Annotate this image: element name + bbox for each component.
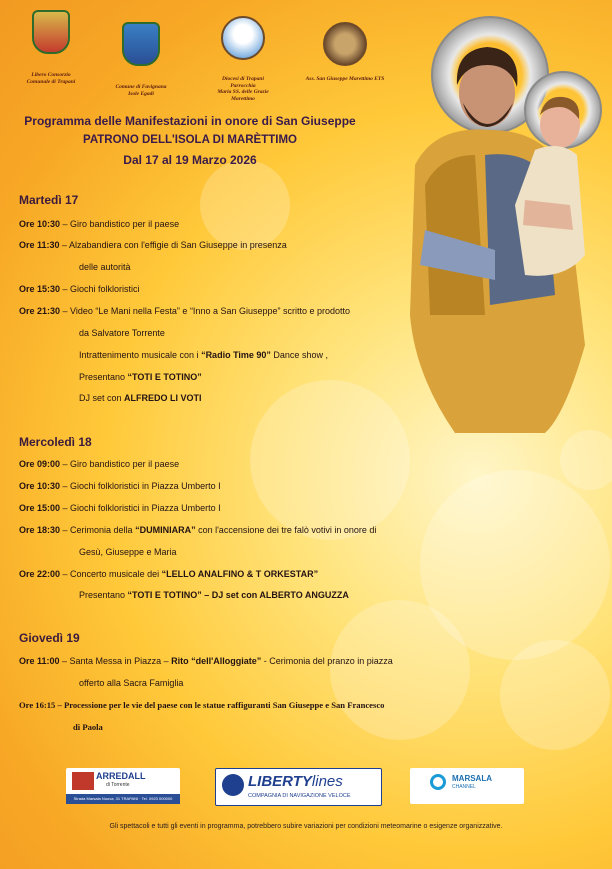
event-continuation <box>79 350 328 360</box>
bokeh-circle <box>200 160 290 250</box>
logo-caption: Maria SS. delle Grazie <box>217 89 269 96</box>
liberty-lines-logo-icon <box>222 774 244 796</box>
logo-libero-consorzio <box>16 10 86 85</box>
performer-name: “Radio Time 90” <box>201 350 271 360</box>
event-text: – Concerto musicale dei <box>60 569 162 579</box>
event-text: – Giochi folkloristici <box>60 284 140 294</box>
logo-comune-favignana <box>108 22 174 97</box>
sponsor-arredall <box>66 768 180 804</box>
event-continuation: delle autorità <box>79 262 131 272</box>
event-line <box>19 284 140 294</box>
event-text: con l'accensione dei tre falò votivi in onore di <box>195 525 377 535</box>
event-time: Ore 10:30 <box>19 219 61 229</box>
lines-word: lines <box>311 773 343 790</box>
marsala-channel-logo-icon <box>430 774 446 790</box>
date-range: Dal 17 al 19 Marzo 2026 <box>123 153 257 167</box>
event-line <box>19 656 393 666</box>
sponsor-name: ARREDALL <box>96 771 146 781</box>
event-time: Ore 10:30 <box>19 481 61 491</box>
event-text: – Alzabandiera con l'effigie di San Giuseppe in presenza <box>59 240 287 250</box>
rite-name: Rito “dell'Alloggiate” <box>171 656 262 666</box>
saint-portrait-icon <box>323 22 367 66</box>
day-heading: Mercoledì 18 <box>19 435 92 449</box>
logo-caption: Libero Consorzio <box>31 72 71 78</box>
logo-caption: Ass. San Giuseppe Marettimo ETS <box>305 76 385 82</box>
performer-name: “LELLO ANALFINO & T ORKESTAR” <box>161 569 319 579</box>
performer-name: ALFREDO LI VOTI <box>124 393 202 403</box>
logo-caption: Diocesi di Trapani <box>222 76 264 82</box>
event-continuation: di Paola <box>73 722 103 732</box>
sponsor-address: Strada Marsala Nuova, 31 TRAPANI · Tel. 0923 000000 <box>66 794 180 804</box>
church-icon <box>221 16 265 60</box>
bokeh-circle <box>500 640 610 750</box>
event-text: Presentano <box>79 590 128 600</box>
logo-caption: Marettimo <box>231 95 255 102</box>
bokeh-circle <box>560 430 612 490</box>
event-time: Ore 22:00 <box>19 569 61 579</box>
sponsor-liberty-lines <box>215 768 382 806</box>
event-line <box>19 503 221 513</box>
logo-diocesi <box>208 16 278 102</box>
performer-name: – DJ set con ALBERTO ANGUZZA <box>201 590 349 600</box>
event-time: Ore 15:00 <box>19 503 61 513</box>
bokeh-circle <box>330 600 470 740</box>
day-heading: Martedì 17 <box>19 193 79 207</box>
event-time: Ore 16:15 <box>19 700 56 710</box>
day-heading: Giovedì 19 <box>19 631 80 645</box>
sponsor-name <box>248 773 343 790</box>
event-text: DJ set con <box>79 393 125 403</box>
liberty-word: LIBERTY <box>248 773 312 790</box>
event-text: – Giochi folkloristici in Piazza Umberto I <box>60 481 221 491</box>
event-text: – Giro bandistico per il paese <box>60 459 180 469</box>
event-text: – Giro bandistico per il paese <box>60 219 180 229</box>
logo-caption: Parrocchia <box>230 82 256 89</box>
event-line <box>19 240 287 250</box>
program-title: Programma delle Manifestazioni in onore di San Giuseppe <box>24 114 356 128</box>
event-time: Ore 15:30 <box>19 284 61 294</box>
event-text: – Cerimonia della <box>60 525 136 535</box>
sponsor-subtitle: CHANNEL <box>452 784 476 790</box>
event-text: – Processione per le vie del paese con le statue raffiguranti San Giuseppe e San Francesco <box>55 700 385 710</box>
disclaimer-note: Gli spettacoli e tutti gli eventi in programma, potrebbero subire variazioni per condizioni meteomarine o esigenze organizzative. <box>109 823 503 830</box>
event-continuation <box>79 393 202 403</box>
event-line <box>19 459 179 469</box>
event-line <box>19 481 221 491</box>
event-time: Ore 11:00 <box>19 656 60 666</box>
event-continuation: Gesù, Giuseppe e Maria <box>79 547 177 557</box>
event-continuation: offerto alla Sacra Famiglia <box>79 678 184 688</box>
san-giuseppe-statue-image <box>395 15 612 435</box>
event-line <box>19 219 179 229</box>
event-line <box>19 306 350 316</box>
event-text: - Cerimonia del pranzo in piazza <box>261 656 393 666</box>
event-time: Ore 18:30 <box>19 525 61 535</box>
event-continuation <box>79 372 202 382</box>
event-text: Dance show , <box>270 350 328 360</box>
sponsor-subtitle: di Torrente <box>106 782 130 788</box>
event-line <box>19 525 376 535</box>
patron-subtitle: PATRONO DELL'ISOLA DI MARÈTTIMO <box>83 134 297 146</box>
logo-caption: Isole Egadi <box>128 90 154 97</box>
event-time: Ore 11:30 <box>19 240 60 250</box>
bokeh-circle <box>250 380 410 540</box>
event-line <box>19 700 384 710</box>
logo-caption: Comune di Favignana <box>115 84 167 90</box>
sponsor-subtitle: COMPAGNIA DI NAVIGAZIONE VELOCE <box>248 793 351 799</box>
event-text: Presentano <box>79 372 128 382</box>
event-line <box>19 569 318 579</box>
performer-name: “TOTI E TOTINO” <box>127 372 202 382</box>
performer-name: “TOTI E TOTINO” <box>127 590 202 600</box>
sponsor-marsala-channel <box>410 768 524 804</box>
crest-icon <box>32 10 70 54</box>
event-time: Ore 09:00 <box>19 459 61 469</box>
performer-name: “DUMINIARA” <box>135 525 196 535</box>
sponsor-name: MARSALA <box>452 774 492 783</box>
event-time: Ore 21:30 <box>19 306 61 316</box>
event-text: – Santa Messa in Piazza – <box>59 656 172 666</box>
crest-icon <box>122 22 160 66</box>
event-continuation <box>79 590 349 600</box>
logo-caption: Comunale di Trapani <box>26 78 76 85</box>
event-continuation: da Salvatore Torrente <box>79 328 165 338</box>
sofa-icon <box>72 772 94 790</box>
event-text: – Video “Le Mani nella Festa” e “Inno a San Giuseppe” scritto e prodotto <box>60 306 351 316</box>
logo-associazione <box>300 22 390 83</box>
event-text: Intrattenimento musicale con i <box>79 350 202 360</box>
event-text: – Giochi folkloristici in Piazza Umberto I <box>60 503 221 513</box>
